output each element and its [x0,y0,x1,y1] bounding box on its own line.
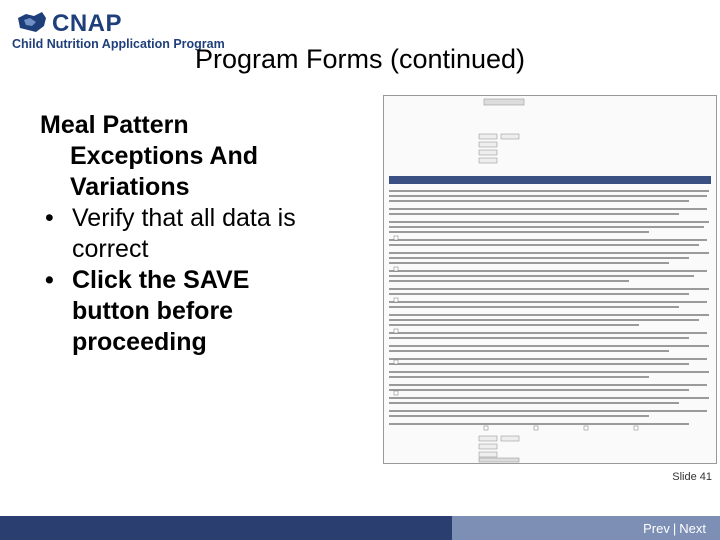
slide-number: Slide 41 [672,471,712,483]
footer-bar [0,516,720,540]
bullet-line: correct [72,235,149,263]
bullet-item [40,265,370,358]
nav-separator: | [672,521,677,536]
form-screenshot-thumbnail [383,95,717,464]
slide-content [40,110,370,358]
content-heading-line-2: Exceptions And [70,142,258,170]
prev-link[interactable]: Prev [643,521,670,536]
footer-bar-dark [0,516,452,540]
slide-navigation [643,521,706,536]
bullet-line: Click the SAVE [72,266,250,294]
bullet-icon: • [45,204,54,232]
bullet-line: proceeding [72,328,207,356]
bullet-item [40,203,370,265]
slide-title: Program Forms (continued) [194,44,526,74]
logo-title: CNAP [52,10,123,37]
next-link[interactable]: Next [679,521,706,536]
logo-subtitle: Child Nutrition Application Program [12,37,225,51]
bullet-icon: • [45,266,54,294]
map-emblem-icon [16,10,48,36]
content-heading-line-3: Variations [70,173,190,201]
form-thumbnail-drawing [384,96,716,463]
bullet-line: button before [72,297,234,325]
bullet-line: Verify that all data is [72,204,296,232]
content-heading-line-1: Meal Pattern [40,111,189,139]
